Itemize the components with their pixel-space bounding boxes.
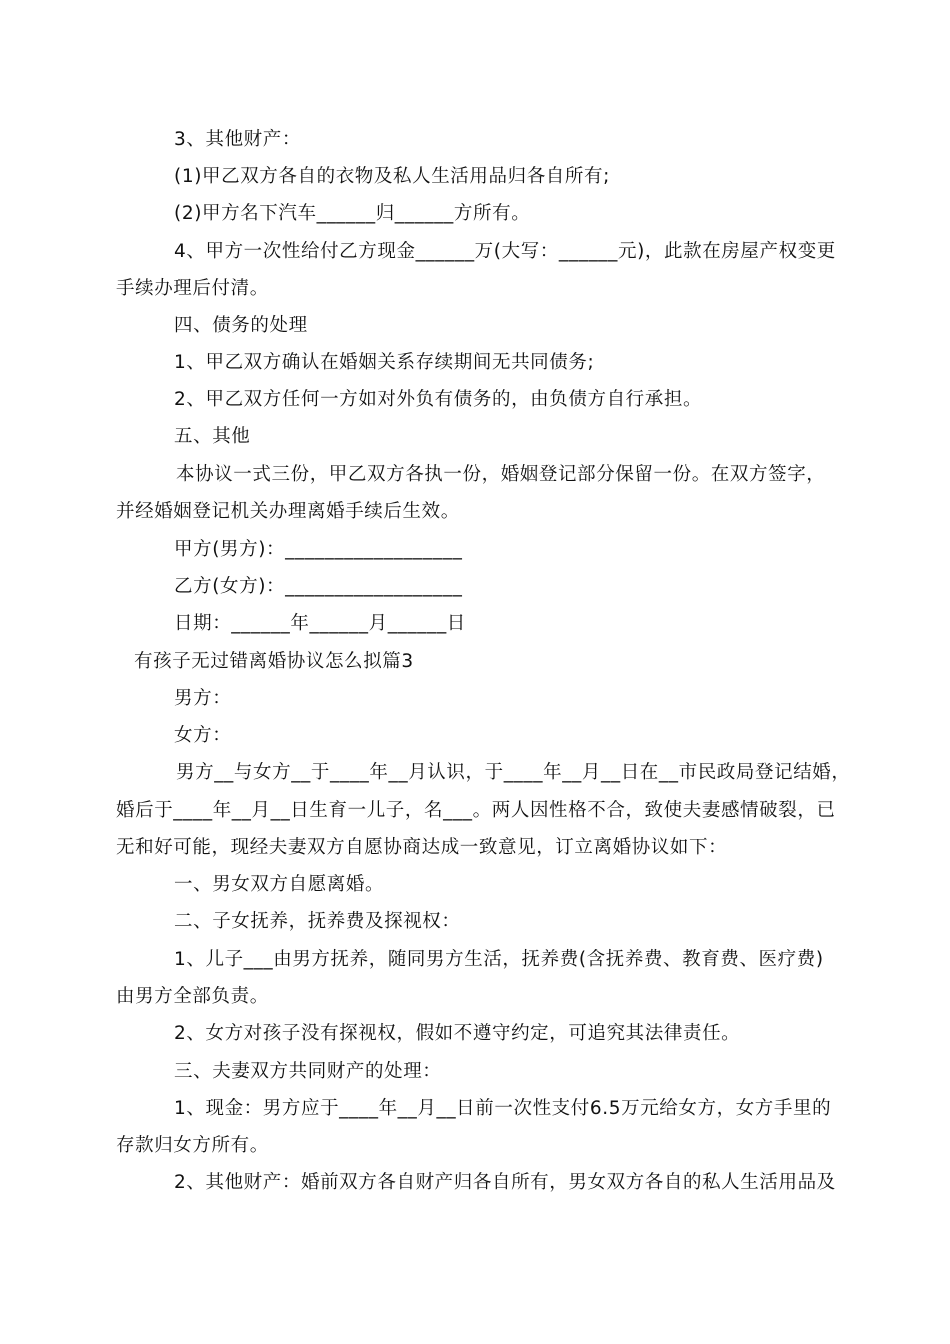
paragraph-line: 2、其他财产：婚前双方各自财产归各自所有，男女双方各自的私人生活用品及	[174, 1172, 836, 1193]
signature-line-party-a: 甲方(男方)：__________________	[174, 539, 463, 560]
paragraph-line: 4、甲方一次性给付乙方现金______万(大写：______元)，此款在房屋产权变更	[174, 241, 836, 262]
paragraph-line: (1)甲乙双方各自的衣物及私人生活用品归各自所有;	[174, 166, 610, 187]
section-heading: 二、子女抚养，抚养费及探视权：	[174, 911, 461, 932]
party-female-line: 女方：	[174, 725, 232, 746]
paragraph-line: 存款归女方所有。	[116, 1135, 269, 1156]
party-male-line: 男方：	[174, 688, 232, 709]
paragraph-line: 并经婚姻登记机关办理离婚手续后生效。	[116, 501, 460, 522]
paragraph-line: (2)甲方名下汽车______归______方所有。	[174, 203, 531, 224]
paragraph-line: 无和好可能，现经夫妻双方自愿协商达成一致意见，订立离婚协议如下：	[116, 837, 728, 858]
paragraph-line: 1、甲乙双方确认在婚姻关系存续期间无共同债务;	[174, 352, 595, 373]
section-heading: 三、夫妻双方共同财产的处理：	[174, 1061, 442, 1082]
paragraph-line: 1、儿子___由男方抚养，随同男方生活，抚养费(含抚养费、教育费、医疗费)	[174, 949, 824, 970]
paragraph-line: 3、其他财产：	[174, 129, 301, 150]
paragraph-line: 手续办理后付清。	[116, 278, 269, 299]
paragraph-line: 本协议一式三份，甲乙双方各执一份，婚姻登记部分保留一份。在双方签字，	[176, 464, 826, 485]
paragraph-line: 由男方全部负责。	[116, 986, 269, 1007]
paragraph-line: 1、现金：男方应于____年__月__日前一次性支付6.5万元给女方，女方手里的	[174, 1098, 832, 1119]
section-heading: 一、男女双方自愿离婚。	[174, 874, 385, 895]
signature-line-party-b: 乙方(女方)：__________________	[174, 576, 463, 597]
article-title: 有孩子无过错离婚协议怎么拟篇3	[134, 651, 414, 672]
paragraph-line: 婚后于____年__月__日生育一儿子，名___。两人因性格不合，致使夫妻感情破裂，已	[116, 800, 836, 821]
paragraph-line: 2、甲乙双方任何一方如对外负有债务的，由负债方自行承担。	[174, 389, 703, 410]
section-heading: 五、其他	[174, 426, 251, 447]
paragraph-line: 男方__与女方__于____年__月认识，于____年__月__日在__市民政局登记结婚，	[176, 762, 851, 783]
paragraph-line: 2、女方对孩子没有探视权，假如不遵守约定，可追究其法律责任。	[174, 1023, 741, 1044]
section-heading: 四、债务的处理	[174, 315, 308, 336]
date-line: 日期：______年______月______日	[174, 613, 466, 634]
